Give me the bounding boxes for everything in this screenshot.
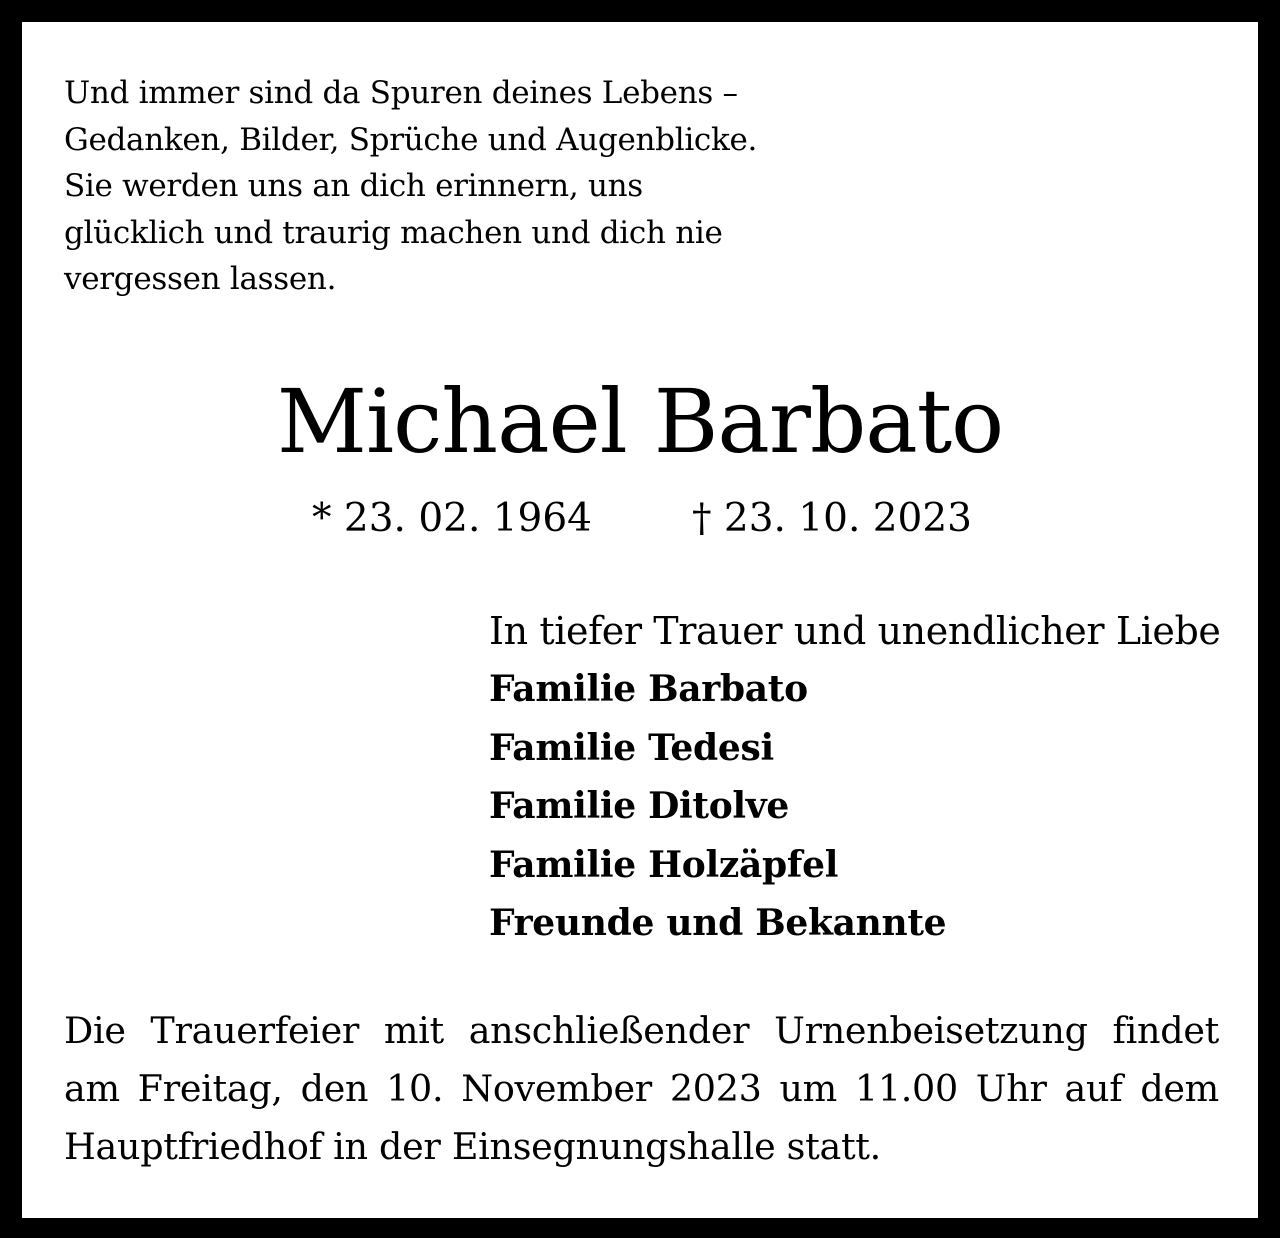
death-date: † 23. 10. 2023 <box>692 496 972 541</box>
ceremony-line: am Freitag, den 10. November 2023 um 11.00 Uhr auf dem <box>64 1067 1219 1110</box>
mourner-family: Freunde und Bekannte <box>489 902 947 944</box>
ceremony-line: Die Trauerfeier mit anschließender Urnenbeisetzung findet <box>64 1009 1219 1052</box>
ceremony-announcement <box>64 1002 1219 1176</box>
poem-line: Gedanken, Bilder, Sprüche und Augenblicke. <box>64 121 758 158</box>
poem-line: Und immer sind da Spuren deines Lebens – <box>64 75 738 111</box>
ceremony-line: Hauptfriedhof in der Einsegnungshalle statt. <box>64 1125 881 1168</box>
mourner-family: Familie Tedesi <box>489 726 774 769</box>
memorial-poem <box>64 70 824 303</box>
mourners-intro: In tiefer Trauer und unendlicher Liebe <box>489 609 1221 653</box>
mourner-family: Familie Barbato <box>489 668 808 710</box>
mourner-family: Familie Holzäpfel <box>489 843 839 886</box>
deceased-name: Michael Barbato <box>276 370 1004 473</box>
poem-line: vergessen lassen. <box>64 261 337 297</box>
obituary-notice <box>22 22 1258 1218</box>
poem-line: Sie werden uns an dich erinnern, uns <box>64 168 643 204</box>
birth-date: * 23. 02. 1964 <box>312 496 592 541</box>
poem-line: glücklich und traurig machen und dich nie <box>64 214 723 251</box>
mourners-list <box>489 602 1249 953</box>
mourner-family: Familie Ditolve <box>489 785 790 827</box>
